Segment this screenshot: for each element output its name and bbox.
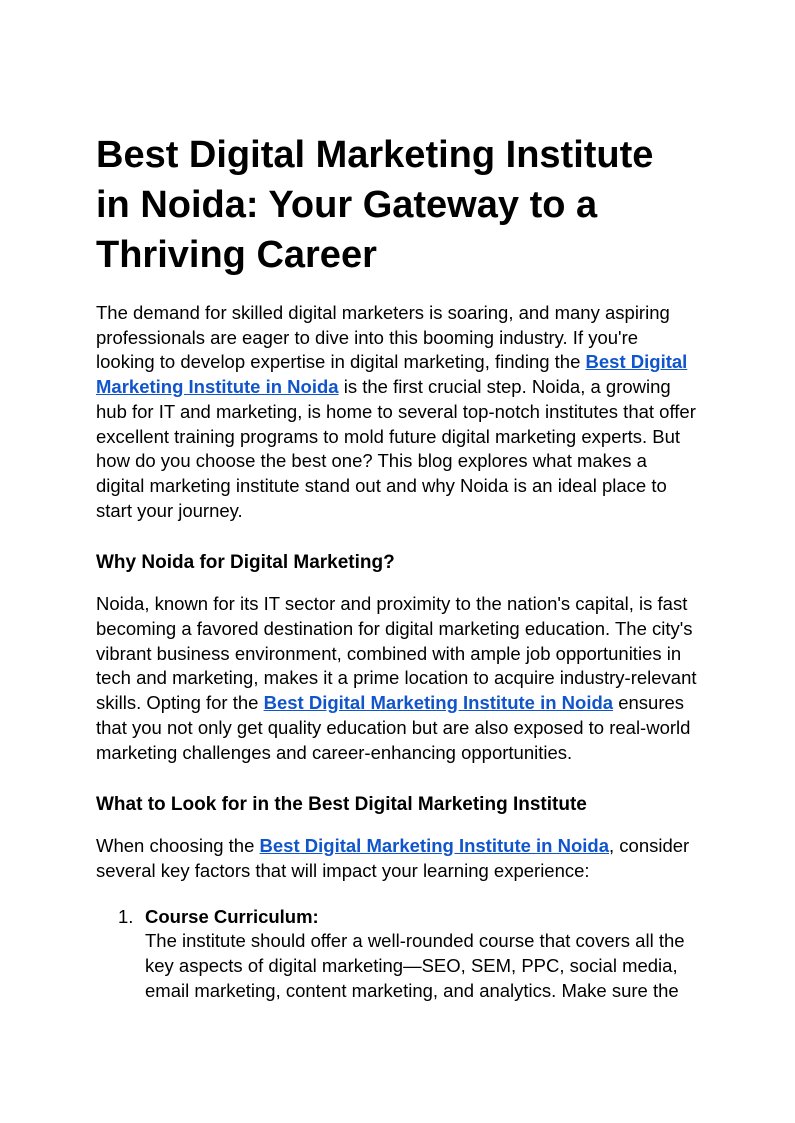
link-best-digital-marketing-institute-in-noida[interactable]: Best Digital Marketing Institute in Noida [96,351,688,398]
heading-why-noida: Why Noida for Digital Marketing? [96,552,395,574]
title-line: in Noida: Your Gateway to a [96,184,598,226]
paragraph-text: The demand for skilled digital marketers is soaring, and many aspiring professionals are eager to dive into this booming industry. If you're looking to develop expertise in digital marketing, finding the [96,302,670,373]
link-best-digital-marketing-institute-in-noida[interactable]: Best Digital Marketing Institute in Noida [259,835,610,857]
list-item-course-curriculum [118,905,699,1004]
why-noida-paragraph [96,592,699,765]
paragraph-text: , consider several key factors that will impact your learning experience: [96,835,690,881]
heading-what-to-look-for: What to Look for in the Best Digital Marketing Institute [96,794,587,816]
key-factors-list [96,905,699,1004]
intro-paragraph [96,301,699,523]
list-item-title: Course Curriculum: [145,905,319,927]
list-item-content [145,905,699,1004]
paragraph-text: is the first crucial step. Noida, a growing hub for IT and marketing, is home to several top-notch institutes that offer excellent training programs to mold future digital marketing experts. But how do you choose the best one? This blog explores what makes a digital marketing institute stand out and why Noida is an ideal place to start your journey. [96,376,696,521]
paragraph-text: ensures that you not only get quality education but are also exposed to real-world marketing challenges and career-enhancing opportunities. [96,692,691,763]
document-title [96,130,699,280]
list-item-body: The institute should offer a well-rounded course that covers all the key aspects of digital marketing—SEO, SEM, PPC, social media, email marketing, content marketing, and analytics. Make sure the [145,930,685,1001]
link-best-digital-marketing-institute-in-noida[interactable]: Best Digital Marketing Institute in Noida [263,692,614,714]
title-line: Thriving Career [96,234,377,276]
paragraph-text: When choosing the [96,835,260,857]
paragraph-text: Noida, known for its IT sector and proximity to the nation's capital, is fast becoming a favored destination for digital marketing education. The city's vibrant business environment, combined with ample job opportunities in tech and marketing, makes it a prime location to acquire industry-relevant skills. Opting for the [96,593,697,714]
list-item-number: 1. [118,905,134,927]
what-to-look-for-paragraph [96,834,699,883]
title-line: Best Digital Marketing Institute [96,134,654,176]
